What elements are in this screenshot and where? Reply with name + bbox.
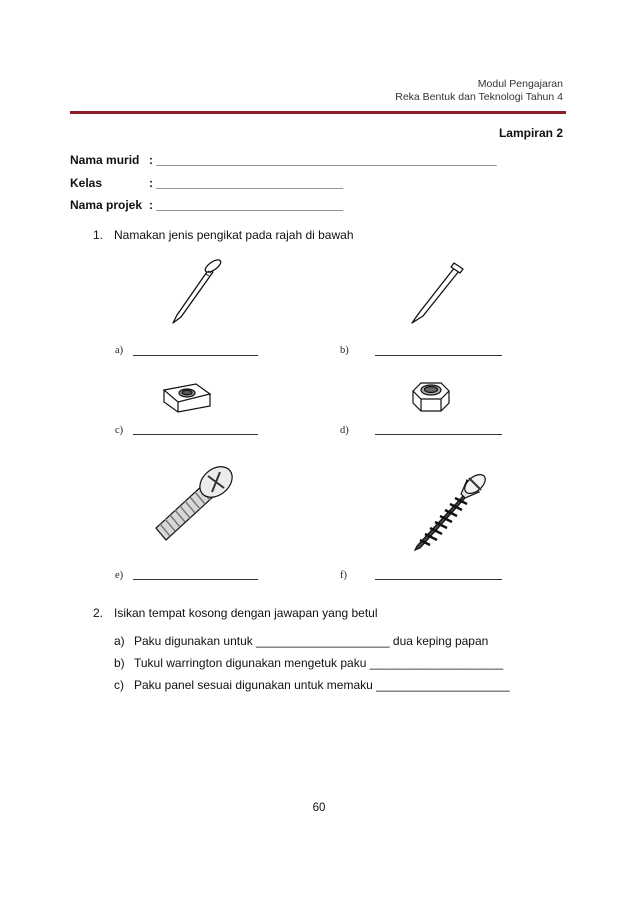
option-label-a: a) xyxy=(115,345,124,356)
field-label-student-name: Nama murid xyxy=(70,153,140,167)
option-label-f: f) xyxy=(340,570,347,581)
option-label-d: d) xyxy=(340,425,349,436)
q2-item-text-b[interactable]: Tukul warrington digunakan mengetuk paku ____________________ xyxy=(134,656,504,670)
page-number: 60 xyxy=(312,802,326,814)
q2-item-label-a: a) xyxy=(114,634,125,648)
square-nut-icon xyxy=(158,380,214,414)
q2-text: Isikan tempat kosong dengan jawapan yang betul xyxy=(114,606,378,620)
q1-number: 1. xyxy=(93,228,104,242)
countersunk-wood-screw-icon xyxy=(405,462,495,554)
field-line-project[interactable]: : ____________________________ xyxy=(149,198,344,212)
answer-line-d[interactable] xyxy=(375,434,502,435)
hex-nut-icon xyxy=(405,375,457,415)
header-rule xyxy=(70,111,566,114)
option-label-c: c) xyxy=(115,425,124,436)
q1-text: Namakan jenis pengikat pada rajah di bawah xyxy=(114,228,354,242)
header-subject-title: Reka Bentuk dan Teknologi Tahun 4 xyxy=(395,91,563,103)
option-label-e: e) xyxy=(115,570,124,581)
field-line-class[interactable]: : ____________________________ xyxy=(149,176,344,190)
option-label-b: b) xyxy=(340,345,349,356)
q2-item-label-b: b) xyxy=(114,656,125,670)
appendix-label: Lampiran 2 xyxy=(498,126,563,140)
q2-item-label-c: c) xyxy=(114,678,124,692)
round-wire-nail-icon xyxy=(165,255,227,327)
field-label-class: Kelas xyxy=(70,176,103,190)
q2-item-text-a[interactable]: Paku digunakan untuk ____________________ dua keping papan xyxy=(134,634,489,648)
field-line-student-name[interactable]: : ___________________________________________________ xyxy=(149,153,497,167)
q2-item-text-c[interactable]: Paku panel sesuai digunakan untuk memaku ____________________ xyxy=(134,678,510,692)
answer-line-e[interactable] xyxy=(133,579,258,580)
answer-line-b[interactable] xyxy=(375,355,502,356)
q2-number: 2. xyxy=(93,606,104,620)
machine-screw-icon xyxy=(148,462,238,548)
panel-pin-icon xyxy=(405,255,467,327)
header-module-title: Modul Pengajaran xyxy=(477,78,563,90)
answer-line-f[interactable] xyxy=(375,579,502,580)
field-label-project: Nama projek xyxy=(70,198,143,212)
answer-line-a[interactable] xyxy=(133,355,258,356)
answer-line-c[interactable] xyxy=(133,434,258,435)
